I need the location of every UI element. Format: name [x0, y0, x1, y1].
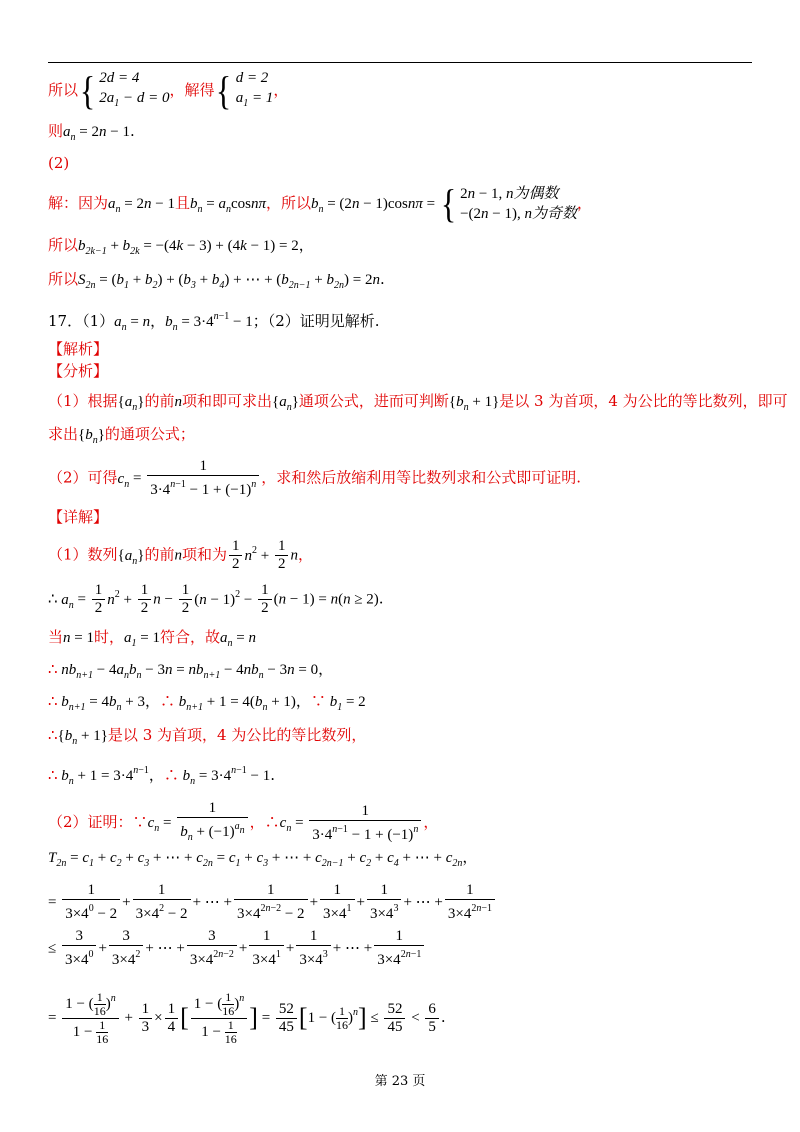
text: ，所以	[265, 194, 311, 212]
text: 通项公式，进而可判断	[298, 392, 449, 410]
text: ，	[462, 848, 478, 866]
analysis-1: （1）根据$\{a_n\}$的前n项和即可求出$\{a_n\}$通项公式，进而可判断$\{b_n + 1\}$是以 3 为首项，4 为公比的等比数列，即可	[48, 392, 788, 413]
text: （1）根据	[48, 392, 118, 410]
text: 17．（1）	[48, 312, 115, 330]
text: 是以 3 为首项，4 为公比的等比数列，即可	[499, 392, 788, 410]
text: 的前	[144, 392, 175, 410]
answer-17: 17．$(1)a_n = n$，$b_n = 3\cdot 4^{n-1} - 1$；（2）证明见解析.	[48, 311, 380, 333]
text: 且	[174, 194, 190, 212]
text: （2）证明：	[48, 813, 133, 831]
text: 所以	[48, 270, 79, 288]
text: 解：因为	[48, 194, 109, 212]
text: ，	[148, 766, 164, 784]
text: 当	[48, 628, 64, 646]
text: ，	[318, 660, 334, 678]
text: ，	[150, 312, 166, 330]
line-bn-def: 解：因为$a_n = 2n - 1$且$b_n = a_n\cos n\pi$，所以$b_n = (2n - 1)\cos n\pi$ = { 2n − 1, n为偶数 −(2n − 1), n为奇数，	[48, 181, 593, 226]
text: ，	[577, 194, 593, 212]
proof-t2n: $T_{2n} = c_1 + c_2 + c_3$ + ⋯ + $c_{2n} = c_1 + c_3$ + ⋯ + $c_{2n-1} + c_2 + c_4$ + ⋯ + $c_{2n}$，	[48, 848, 478, 869]
text: ，	[144, 692, 160, 710]
text: .	[379, 270, 385, 288]
line-system: 所以{ 2d = 4 $2a_1 - d = 0$，解得{ d = 2 $a_1 = 1$，	[48, 68, 289, 113]
text: 的通项公式；	[104, 425, 195, 443]
text: 项和即可求出	[181, 392, 272, 410]
line-an: 则$a_n = 2n - 1$.	[48, 122, 135, 143]
text: （1）数列	[48, 545, 118, 564]
detail-an: ∴ $a_n$ = $\frac{1}{2}$ $n^2$ + $\frac{1}{2}$ n − $\frac{1}{2}$ $(n - 1)^2$ − $\frac{1}{2}$ (n − 1) = n(n ≥ 2).	[48, 582, 384, 616]
text: ，解得	[169, 81, 215, 99]
proof-step-1: = $\frac{1}{3\times 4^0 - 2}$ + $\frac{1}{3\times 4^2 - 2}$ + ⋯ + $\frac{1}{3\times 4^{2n-2} - 2}$ + $\frac{1}{3\times 4^1}$ + $\frac{1}{3\times 4^3}$ + ⋯ + $\frac{1}{3\times 4^{2n-1}}$	[48, 882, 497, 923]
text: 所以	[48, 81, 79, 99]
section-fenxi: 【分析】	[48, 362, 109, 380]
section-xiangjie: 【详解】	[48, 508, 109, 526]
text: 项和为	[181, 545, 227, 564]
detail-bn-step: ∴ $b_{n+1} = 4b_n + 3$，∴ $b_{n+1} + 1 = 4(b_n + 1)$，∵ $b_1 = 2$	[48, 692, 366, 713]
line-s2n: 所以$S_{2n} = (b_1 + b_2) + (b_3 + b_4)$ + ⋯ + $(b_{2n-1} + b_{2n}) = 2n$.	[48, 270, 385, 291]
text: .	[270, 766, 275, 784]
text: n为偶数	[506, 186, 559, 202]
detail-geometric: $\therefore\{b_n + 1\}$是以 3 为首项，4 为公比的等比数列，	[48, 726, 367, 747]
detail-bn-formula: ∴ $b_n + 1 = 3\cdot 4^{n-1}$，∴ $b_n = 3\cdot 4^{n-1} - 1$.	[48, 765, 275, 787]
detail-recurrence: ∴ $nb_{n+1} - 4a_nb_n - 3n = nb_{n+1} - 4nb_n - 3n = 0$，	[48, 660, 334, 681]
text: 则	[48, 122, 64, 140]
section-jiexi: 【解析】	[48, 340, 109, 358]
header-rule	[48, 62, 752, 63]
text: ，	[273, 81, 289, 99]
page-footer: 第 23 页	[374, 1074, 426, 1089]
text: ，	[295, 692, 311, 710]
text: ；（2）证明见解析.	[252, 312, 380, 330]
analysis-1-cont: 求出$\{b_n\}$的通项公式；	[48, 425, 195, 446]
detail-1: （1）数列$\{a_n\}$的前n项和为 $\frac{1}{2}$ $n^2$ + $\frac{1}{2}$ n，	[48, 538, 313, 572]
proof-step-3: = 1 − ( $\frac{1}{16}$ )$^n$ 1 − $\frac{1}{16}$ + $\frac{1}{3}$ × $\frac{1}{4}$ [ 1 − ( $\frac{1}{16}$ )$^n$ 1 − $\frac{1}{16}$ ] = $\frac{52}{45}$ [1 − ( $\frac{1}{16}$ )$^n$] ≤ $\frac{52}{45}$ < $\frac{6}{5}$ .	[48, 990, 446, 1047]
line-pair-sum: 所以$b_{2k-1} + b_{2k} = -(4k - 3) + (4k - 1) = 2$，	[48, 236, 314, 257]
text: ，	[298, 236, 314, 254]
text: ，	[297, 545, 313, 564]
text: 时，	[93, 628, 124, 646]
text: 所以	[48, 236, 79, 254]
proof-cn: （2）证明：$\because c_n$ = $\frac{1}{b_n + (-1)^{an}}$ ，$\therefore c_n$ = $\frac{1}{3\cdot 4^{n-1} - 1 + (-1)^n}$ ，	[48, 800, 439, 843]
text: .	[378, 589, 384, 608]
text: .	[129, 122, 135, 140]
analysis-2: （2）可得$c_n$ = $\frac{1}{3\cdot 4^{n-1} - 1 + (-1)^n}$ ，求和然后放缩利用等比数列求和公式即可证明.	[48, 458, 581, 498]
text: 符合，故	[159, 628, 220, 646]
text: .	[440, 1008, 446, 1027]
text: n为奇数	[524, 206, 578, 222]
text: （2）可得	[48, 468, 118, 487]
text: 求出	[48, 425, 79, 443]
text: ，	[423, 813, 439, 831]
detail-n1: 当n = 1时，$a_1 = 1$符合，故$a_n = n$	[48, 628, 256, 649]
text: ，	[249, 813, 265, 831]
text: 的前	[144, 545, 175, 564]
proof-step-2: ≤ $\frac{3}{3\times 4^0}$ + $\frac{3}{3\times 4^2}$ + ⋯ + $\frac{3}{3\times 4^{2n-2}}$ + $\frac{1}{3\times 4^1}$ + $\frac{1}{3\times 4^3}$ + ⋯ + $\frac{1}{3\times 4^{2n-1}}$	[48, 928, 426, 969]
text: 是以 3 为首项，4 为公比的等比数列，	[107, 726, 367, 744]
part-2-label: (2)	[48, 154, 70, 172]
text: ，求和然后放缩利用等比数列求和公式即可证明.	[261, 468, 581, 487]
